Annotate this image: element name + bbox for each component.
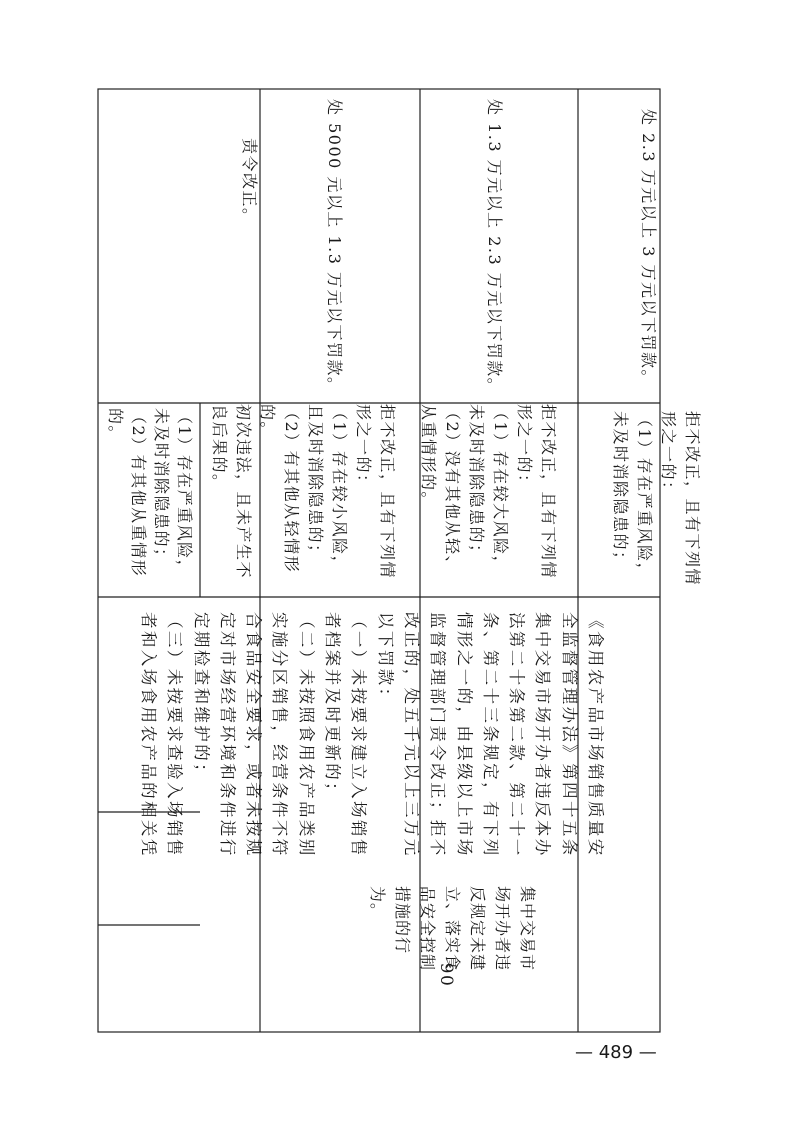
circumstance-4-text: 拒不改正，且有下列情 形之一的： （1）存在严重风险， 未及时消除隐患的； bbox=[611, 411, 702, 587]
standard-3-text: 处 1.3 万元以上 2.3 万元以下罚款。 bbox=[485, 99, 504, 396]
page-number: — 489 — bbox=[575, 1042, 657, 1063]
continued-circumstance-cell bbox=[98, 403, 200, 597]
circumstance-2-text: 拒不改正，且有下列情 形之一的： （1）存在较小风险， 且及时消除隐患的； （2）有其他从轻情形 的。 bbox=[258, 404, 397, 580]
circumstance-3-text: 拒不改正，且有下列情 形之一的： （1）存在较大风险， 未及时消除隐患的； （2）没有其他从轻、 从重情形的。 bbox=[419, 404, 558, 580]
standard-4-text: 处 2.3 万元以上 3 万元以下罚款。 bbox=[639, 109, 658, 387]
row-number: 90 bbox=[436, 962, 456, 988]
legal-basis-text: 《食用农产品市场销售质量安 全监督管理办法》第四十五条 集中交易市场开办者违反本办 法第二十条第二款、第二十一 条、第二十三条规定，有下列 情形之一的，由县级以上市场 监督管理部门责令改正；拒不 改正的，处五千元以上三万元 以下罚款： （一）未按要求建立入场销售 者档案并及时更新的； （二）未按照食用农产品类别 实施分区销售，经营条件不符 合食品安全要求，或者未按规 定对市场经营环境和条件进行 定期检查和维护的； （三）未按要求查验入场销售 者和入场食用农产品的相关凭 bbox=[138, 612, 605, 858]
circumstance-1-text: 初次违法，且未产生不 良后果的。 bbox=[210, 404, 253, 580]
standard-2-text: 处 5000 元以上 1.3 万元以下罚款。 bbox=[325, 99, 344, 395]
violation-item-text: 集中交易市 场开办者违 反规定未建 立、落实食 品安全控制 措施的行 为。 bbox=[368, 886, 537, 972]
standard-1-text: 责令改正。 bbox=[240, 138, 259, 226]
continued-circumstance-text: （1）存在严重风险， 未及时消除隐患的； （2）有其他从重情形 的。 bbox=[106, 408, 194, 578]
